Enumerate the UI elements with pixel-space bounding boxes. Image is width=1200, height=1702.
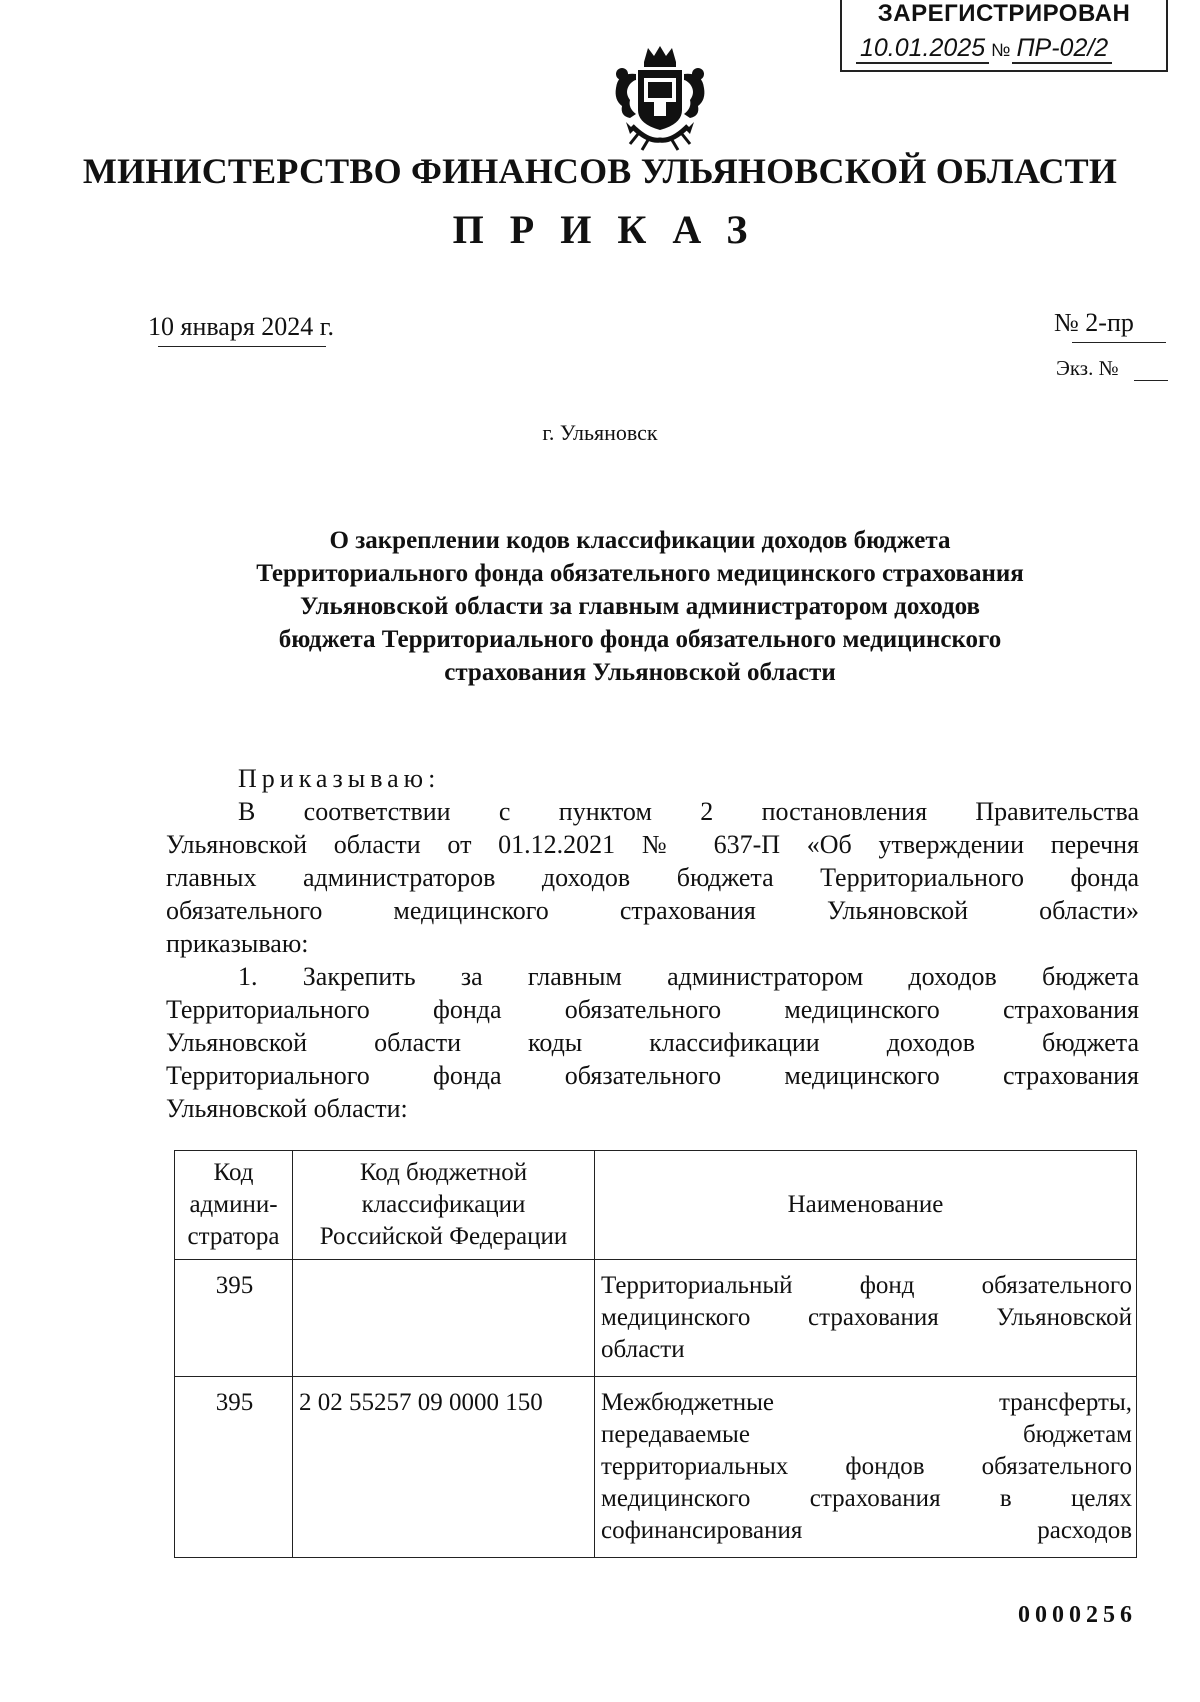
- cell-admin-code: 395: [175, 1260, 293, 1377]
- subject-line: страхования Ульяновской области: [444, 659, 836, 686]
- order-body: [166, 762, 1139, 1125]
- revenue-codes-table: [174, 1150, 1137, 1558]
- cell-name: Межбюджетные трансферты, передаваемые бюджетам территориальных фондов обязательного медицинского страхования в целях софинансирования расходов: [595, 1377, 1137, 1558]
- city: г. Ульяновск: [542, 420, 658, 445]
- stamp-number: ПР-02/2: [1012, 34, 1112, 64]
- cell-budget-code: 2 02 55257 09 0000 150: [293, 1377, 595, 1558]
- paragraph-line: Ульяновской области от 01.12.2021 № 637-П «Об утверждении перечня: [166, 830, 1139, 859]
- ulyanovsk-coat-of-arms-icon: [608, 44, 712, 152]
- form-serial-number: 0000256: [1018, 1602, 1137, 1628]
- table-header-row: [175, 1151, 1137, 1260]
- order-subject: [200, 524, 1080, 689]
- paragraph-line: Территориального фонда обязательного медицинского страхования: [166, 1061, 1139, 1090]
- header-budget-code: Код бюджетной классификации Российской Федерации: [293, 1151, 595, 1260]
- paragraph-1: [166, 795, 1139, 960]
- paragraph-line: Территориального фонда обязательного медицинского страхования: [166, 995, 1139, 1024]
- subject-line: бюджета Территориального фонда обязательного медицинского: [278, 626, 1002, 653]
- subject-line: Территориального фонда обязательного медицинского страхования: [256, 560, 1024, 587]
- document-type-title: ПРИКАЗ: [452, 207, 774, 252]
- stamp-number-sign: №: [991, 40, 1011, 60]
- paragraph-line: Ульяновской области:: [166, 1094, 408, 1123]
- table-row: [175, 1377, 1137, 1558]
- stamp-registration-line: [856, 34, 1152, 64]
- copy-number-label: Экз. №: [1056, 356, 1119, 380]
- cell-admin-code: 395: [175, 1377, 293, 1558]
- order-intro: Приказываю:: [238, 764, 441, 793]
- paragraph-line: 1. Закрепить за главным администратором доходов бюджета: [238, 962, 1139, 991]
- order-number: № 2-пр: [1054, 308, 1134, 337]
- paragraph-line: главных администраторов доходов бюджета Территориального фонда: [166, 863, 1139, 892]
- header-admin-code: Код админи- стратора: [175, 1151, 293, 1260]
- paragraph-line: обязательного медицинского страхования Ульяновской области»: [166, 896, 1139, 925]
- paragraph-line: В соответствии с пунктом 2 постановления Правительства: [238, 797, 1139, 826]
- number-underline: [1072, 342, 1166, 343]
- copy-number-underline: [1134, 380, 1168, 381]
- cell-budget-code: [293, 1260, 595, 1377]
- paragraph-line: Ульяновской области коды классификации доходов бюджета: [166, 1028, 1139, 1057]
- stamp-date: 10.01.2025: [856, 34, 989, 64]
- date-underline: [158, 346, 326, 347]
- ministry-title: МИНИСТЕРСТВО ФИНАНСОВ УЛЬЯНОВСКОЙ ОБЛАСТИ: [82, 151, 1118, 191]
- registration-stamp: [840, 0, 1168, 72]
- order-date: 10 января 2024 г.: [148, 312, 335, 341]
- cell-name: Территориальный фонд обязательного медицинского страхования Ульяновской области: [595, 1260, 1137, 1377]
- subject-line: Ульяновской области за главным администратором доходов: [299, 593, 981, 620]
- header-name: Наименование: [595, 1151, 1137, 1260]
- stamp-title: ЗАРЕГИСТРИРОВАН: [877, 0, 1131, 27]
- table-row: [175, 1260, 1137, 1377]
- subject-line: О закреплении кодов классификации доходов бюджета: [329, 527, 951, 554]
- paragraph-2: [166, 960, 1139, 1125]
- paragraph-line: приказываю:: [166, 929, 309, 958]
